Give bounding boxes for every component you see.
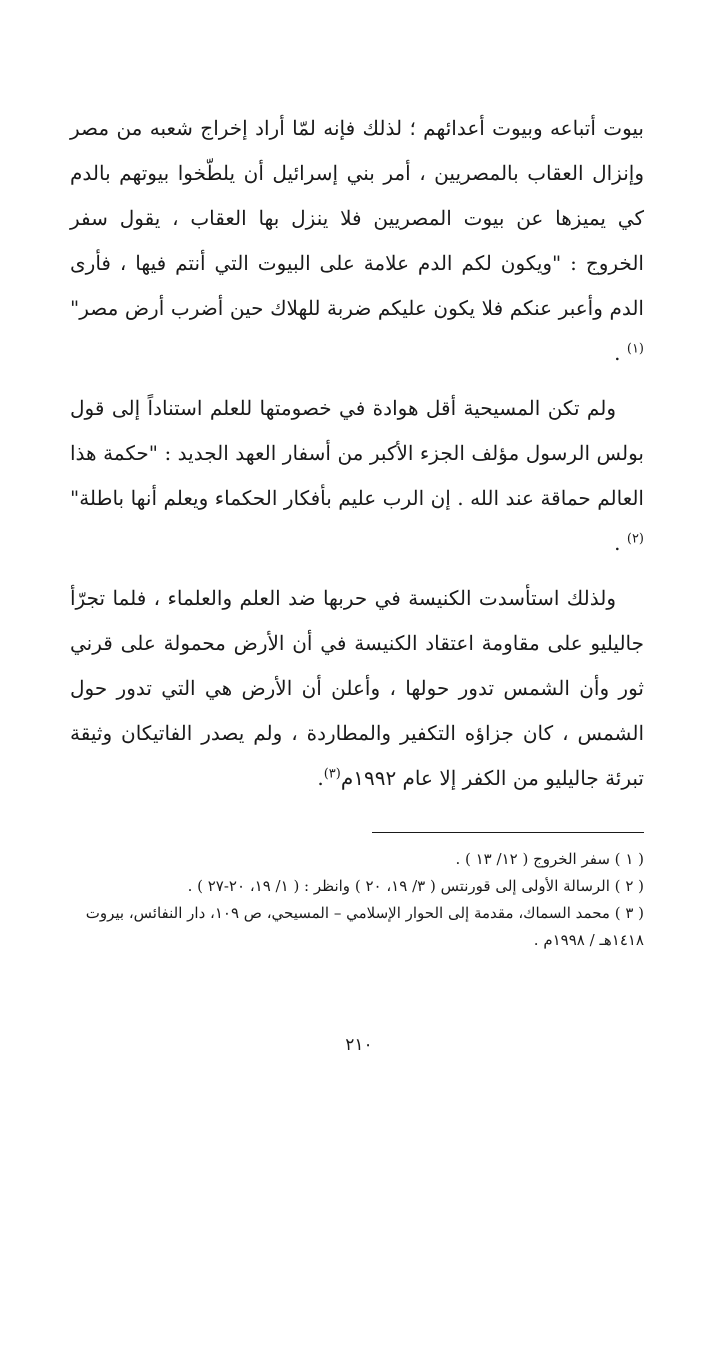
paragraph-2: ولم تكن المسيحية أقل هوادة في خصومتها للعلم استناداً إلى قول بولس الرسول مؤلف الجزء الأكبر من أسفار العهد الجديد : "حكمة هذا العالم حماقة عند الله . إن الرب عليم بأفكار الحكماء ويعلم أنها باطلة"$^{(٢)}$ . bbox=[70, 396, 644, 555]
footnote-ref-2: (٢) bbox=[626, 531, 644, 547]
footnote-3: ( ٣ ) محمد السماك، مقدمة إلى الحوار الإسلامي – المسيحي، ص ١٠٩، دار النفائس، بيروت ١٤١٨هـ / ١٩٩٨م . bbox=[85, 904, 644, 949]
main-text bbox=[70, 106, 644, 811]
footnotes bbox=[70, 846, 644, 954]
footnote-divider bbox=[372, 832, 644, 833]
page-number: ٢١٠ bbox=[345, 1035, 373, 1055]
paragraph-3: ولذلك استأسدت الكنيسة في حربها ضد العلم والعلماء ، فلما تجرّأ جاليليو على مقاومة اعتقاد الكنيسة في أن الأرض محمولة على قرني ثور وأن الشمس تدور حولها ، وأعلن أن الأرض هي التي تدور حول الشمس ، كان جزاؤه التكفير والمطاردة ، ولم يصدر الفاتيكان وثيقة تبرئة جاليليو من الكفر إلا عام ١٩٩٢م$^{(٣)}$. bbox=[70, 586, 644, 790]
paragraph-1: بيوت أتباعه وبيوت أعدائهم ؛ لذلك فإنه لمّا أراد إخراج شعبه من مصر وإنزال العقاب بالمصريين ، أمر بني إسرائيل أن يلطّخوا بيوتهم بالدم كي يميزها عن بيوت المصريين فلا ينزل بها العقاب ، يقول سفر الخروج : "ويكون لكم الدم علامة على البيوت التي أنتم فيها ، فأرى الدم وأعبر عنكم فلا يكون عليكم ضربة للهلاك حين أضرب أرض مصر"$^{(١)}$ . bbox=[70, 116, 644, 365]
footnote-1: ( ١ ) سفر الخروج ( ١٢/ ١٣ ) . bbox=[455, 850, 644, 868]
footnote-2: ( ٢ ) الرسالة الأولى إلى قورنتس ( ٣/ ١٩، ٢٠ ) وانظر : ( ١/ ١٩، ٢٠-٢٧ ) . bbox=[187, 877, 644, 895]
footnote-ref-3: (٣) bbox=[323, 766, 341, 782]
footnote-ref-1: (١) bbox=[626, 341, 644, 357]
